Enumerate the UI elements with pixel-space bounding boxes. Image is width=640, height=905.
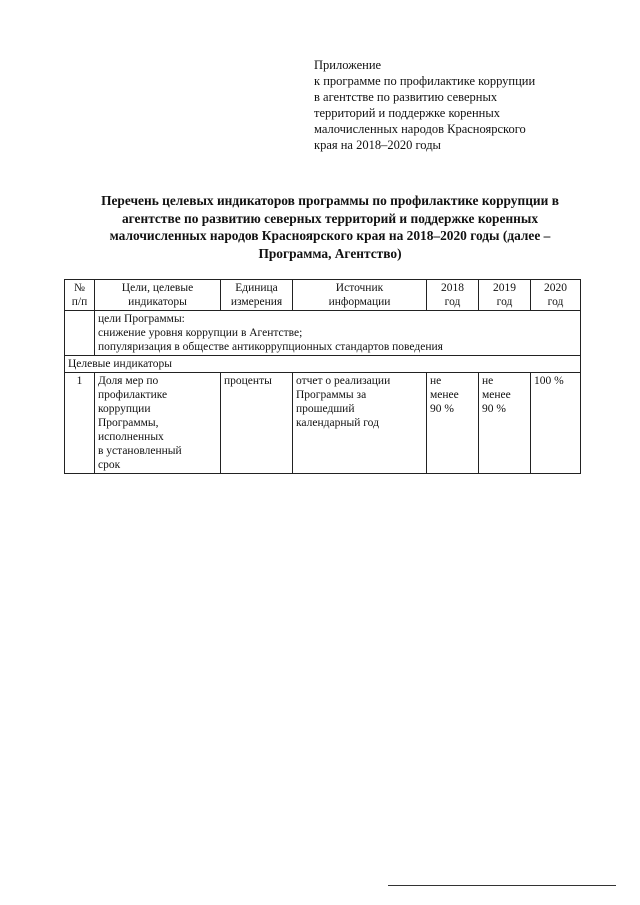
header-text: Источник [335, 282, 384, 294]
goals-block [95, 311, 581, 356]
header-text: год [496, 296, 513, 308]
cell-line: профилактике [98, 389, 168, 401]
goals-line: цели Программы: [98, 313, 185, 325]
cell-line: календарный год [296, 417, 379, 429]
header-text: Цели, целевые [121, 282, 194, 294]
cell-line: прошедший [296, 403, 355, 415]
document-title [60, 192, 600, 262]
bottom-rule-line [388, 885, 616, 886]
cell-line: Доля мер по [98, 375, 159, 387]
cell-line: исполненных [98, 431, 164, 443]
cell-line: срок [98, 459, 121, 471]
header-unit [221, 280, 293, 311]
header-2020 [531, 280, 581, 311]
header-text: 2020 [544, 282, 567, 294]
table-row [65, 373, 581, 474]
header-text: год [444, 296, 461, 308]
indicator-cell [95, 373, 221, 474]
header-2019 [479, 280, 531, 311]
header-num [65, 280, 95, 311]
appendix-line: к программе по профилактике коррупции [314, 74, 536, 88]
cell-line: в установленный [98, 445, 182, 457]
row-num: 1 [65, 373, 95, 474]
value-2018-cell [427, 373, 479, 474]
goals-line: снижение уровня коррупции в Агентстве; [98, 327, 303, 339]
title-line: Перечень целевых индикаторов программы по профилактике коррупции в [101, 193, 559, 208]
value-2019-cell [479, 373, 531, 474]
header-goals [95, 280, 221, 311]
header-text: 2018 [441, 282, 464, 294]
cell-line: 90 % [482, 403, 506, 415]
appendix-note [314, 57, 614, 153]
goals-line: популяризация в обществе антикоррупционных стандартов поведения [98, 341, 443, 353]
cell-line: не [482, 375, 494, 387]
cell-line: отчет о реализации [296, 375, 391, 387]
cell-line: менее [430, 389, 459, 401]
goals-row-num-cell [65, 311, 95, 356]
title-line: агентстве по развитию северных территорий и поддержке коренных [121, 210, 539, 226]
header-source [293, 280, 427, 311]
section-label: Целевые индикаторы [65, 356, 581, 373]
header-text: год [547, 296, 564, 308]
cell-line: коррупции [98, 403, 151, 415]
appendix-line: Приложение [314, 58, 382, 72]
appendix-line: края на 2018–2020 годы [314, 138, 441, 152]
title-line: малочисленных народов Красноярского края на 2018–2020 годы (далее – [109, 228, 551, 243]
header-2018 [427, 280, 479, 311]
indicators-table [64, 279, 581, 474]
table-header-row [65, 280, 581, 311]
title-line: Программа, Агентство) [258, 245, 402, 261]
cell-line: 90 % [430, 403, 454, 415]
header-text: измерения [230, 296, 283, 308]
header-text: п/п [71, 296, 88, 308]
section-row [65, 356, 581, 373]
appendix-line: в агентстве по развитию северных [314, 90, 498, 104]
header-text: № [74, 282, 85, 294]
header-text: информации [328, 296, 391, 308]
cell-line: менее [482, 389, 511, 401]
cell-line: не [430, 375, 442, 387]
header-text: индикаторы [128, 296, 187, 308]
cell-line: Программы за [296, 389, 367, 401]
source-cell [293, 373, 427, 474]
appendix-line: малочисленных народов Красноярского [314, 122, 526, 136]
goals-row [65, 311, 581, 356]
appendix-line: территорий и поддержке коренных [314, 106, 500, 120]
header-text: 2019 [493, 282, 516, 294]
cell-line: Программы, [98, 417, 159, 429]
unit-cell: проценты [221, 373, 293, 474]
value-2020-cell: 100 % [531, 373, 581, 474]
header-text: Единица [235, 282, 278, 294]
